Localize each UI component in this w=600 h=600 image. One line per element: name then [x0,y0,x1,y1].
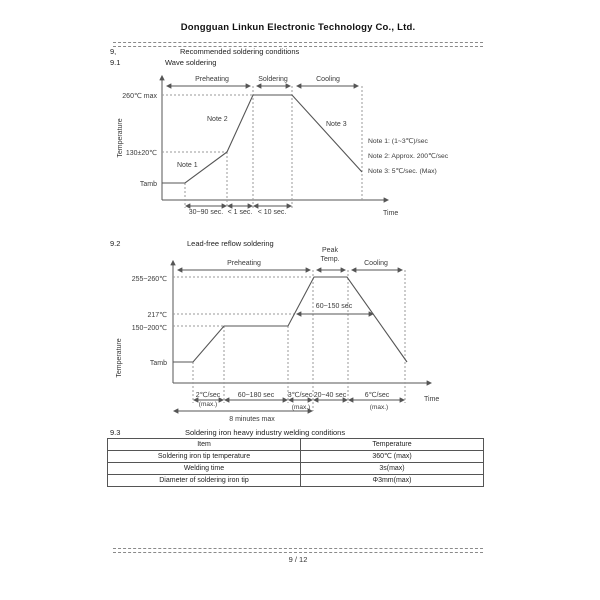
wave-seg1-label: 30~90 sec. [188,209,224,216]
wave-phase-soldering: Soldering [258,76,288,83]
table-header-row [108,439,484,451]
table-cell-value: Φ3mm(max) [301,475,484,487]
wave-ytick-130: 130±20℃ [125,150,157,157]
wave-seg2-label: < 1 sec. [227,209,253,216]
reflow-phase-preheating: Preheating [227,260,261,267]
wave-phase-cooling: Cooling [316,76,340,83]
wave-soldering-chart [117,76,449,217]
wave-note1-label: Note 1 [177,162,198,169]
reflow-ytick-217: 217℃ [147,312,167,319]
reflow-phase-peak-line1: Peak [322,247,338,254]
wave-seg3-label: < 10 sec. [257,209,287,216]
reflow-x-axis-label: Time [424,396,440,403]
reflow-seg3-max: (max.) [291,404,311,411]
table-header-temperature: Temperature [301,439,484,451]
reflow-seg3-label: 3℃/sec [287,392,313,399]
reflow-ytick-tamb: Tamb [149,360,167,367]
wave-note2-label: Note 2 [207,116,228,123]
table-cell-value: 3s(max) [301,463,484,475]
soldering-iron-table [107,438,484,487]
reflow-above-217-label: 60~150 sec [315,303,353,310]
reflow-seg1-label: 2℃/sec [195,392,221,399]
wave-y-axis-label: Temperature [117,118,124,158]
wave-note3-label: Note 3 [326,121,347,128]
reflow-seg5-label: 6℃/sec [364,392,390,399]
page-number: 9 / 12 [288,555,308,564]
section-9-number: 9, [110,47,117,56]
table-cell-item: Soldering iron tip temperature [108,451,301,463]
reflow-soldering-chart [116,247,439,423]
table-row [108,475,484,487]
wave-note3-text: Note 3: 5℃/sec. (Max) [368,168,437,175]
table-cell-item: Diameter of soldering iron tip [108,475,301,487]
section-9-1-title: Wave soldering [165,58,217,67]
section-9-3-title: Soldering iron heavy industry welding conditions [185,428,346,437]
reflow-seg2-label: 60~180 sec [237,392,275,399]
wave-note1-text: Note 1: (1~3℃)/sec [368,138,428,145]
reflow-seg1-max: (max.) [198,401,218,408]
table-row [108,451,484,463]
footer-divider [113,548,483,553]
company-title: Dongguan Linkun Electronic Technology Co., Ltd. [180,22,416,33]
table-header-item: Item [108,439,301,451]
section-9-title: Recommended soldering conditions [180,47,300,56]
section-9-2-number: 9.2 [110,239,121,248]
reflow-phase-cooling: Cooling [364,260,388,267]
wave-temperature-curve [162,95,362,183]
reflow-seg4-label: 20~40 sec [313,392,347,399]
wave-x-axis-label: Time [383,210,399,217]
section-9-3-number: 9.3 [110,428,121,437]
wave-ytick-260: 260℃ max [122,93,157,100]
table-cell-item: Welding time [108,463,301,475]
wave-ytick-tamb: Tamb [139,181,157,188]
reflow-seg5-max: (max.) [369,404,389,411]
reflow-phase-peak-line2: Temp. [320,256,340,263]
section-9-1-number: 9.1 [110,58,121,67]
wave-note2-text: Note 2: Approx. 200℃/sec [368,153,449,160]
table-cell-value: 360℃ (max) [301,451,484,463]
reflow-total-time-label: 8 minutes max [229,416,275,423]
reflow-ytick-255: 255~260℃ [131,276,167,283]
wave-phase-preheating: Preheating [195,76,229,83]
table-row [108,463,484,475]
reflow-ytick-150: 150~200℃ [131,325,167,332]
section-9-2-title: Lead-free reflow soldering [187,239,274,248]
reflow-temperature-curve [173,277,407,362]
reflow-y-axis-label: Temperature [116,338,123,378]
